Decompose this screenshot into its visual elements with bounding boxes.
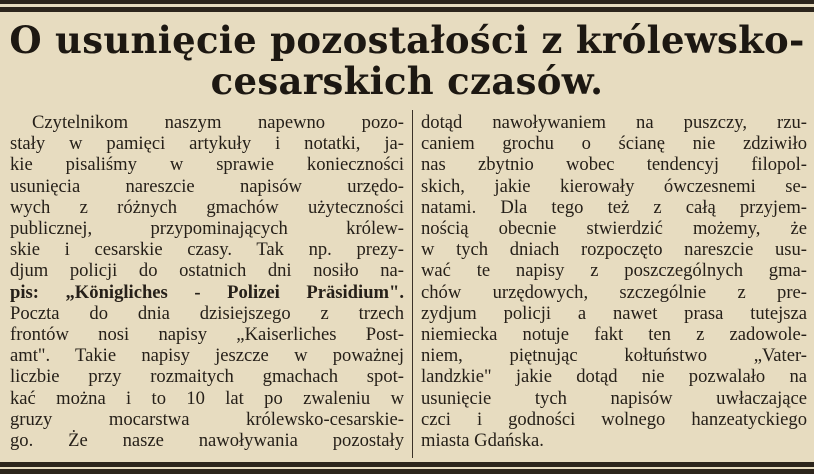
text-line: stały w pamięci artykuły i notatki, ja- [10, 133, 404, 155]
text-line: wać te napisy z poszczególnych gma- [421, 260, 807, 282]
text-line: niemiecka notuje fakt ten z zadowole- [421, 324, 807, 346]
text-line: gruzy mocarstwa królewsko-cesarskie- [10, 408, 404, 430]
text-line: djum policji do ostatnich dni nosiło na- [10, 260, 404, 282]
text-line: skich, jakie kierowały ówczesnemi se- [421, 175, 807, 197]
text-line: nas zbytnio wobec tendencyj filopol- [421, 154, 807, 176]
text-line: dotąd nawoływaniem na puszczy, rzu- [421, 112, 807, 133]
text-line: miasta Gdańska. [421, 430, 544, 452]
text-line: zydjum policji a nawet prasa tutejsza [421, 302, 807, 324]
text-line: usunięcia nareszcie napisów urzędo- [10, 175, 404, 197]
text-line: caniem grochu o ścianę nie zdziwiło [421, 133, 807, 155]
text-line: natami. Dla tego też z całą przyjem- [421, 196, 807, 218]
text-line: frontów nosi napisy „Kaiserliches Post- [10, 324, 404, 346]
right-column [421, 112, 807, 451]
text-line: Czytelnikom naszym napewno pozo- [32, 112, 404, 133]
text-line: kać można i to 10 lat po zwaleniu w [10, 387, 404, 409]
text-line: landzkie" jakie dotąd nie pozwalało na [421, 366, 807, 388]
text-line: niem, piętnując kołtuństwo „Vater- [421, 345, 807, 367]
text-line: w tych dniach rozpoczęto nareszcie usu- [421, 239, 807, 261]
text-line: pis: „Königliches - Polizei Präsidium". [10, 281, 404, 303]
text-line: czci i godności wolnego hanzeatyckiego [421, 408, 807, 430]
text-line: publicznej, przypominających królew- [10, 218, 404, 240]
text-line: liczbie przy rozmaitych gmachach spot- [10, 366, 404, 388]
text-line: usunięcie tych napisów uwłaczające [421, 387, 807, 409]
text-line: Poczta do dnia dzisiejszego z trzech [10, 302, 404, 324]
bottom-border-rule [0, 459, 814, 474]
top-border-rule [0, 0, 814, 12]
column-divider [412, 110, 413, 458]
text-line: nością obecnie stwierdzić możemy, że [421, 218, 807, 240]
text-line: chów urzędowych, szczególnie z pre- [421, 281, 807, 303]
left-column [10, 112, 404, 451]
article-headline [0, 20, 814, 102]
text-line: go. Że nasze nawoływania pozostały [10, 430, 404, 452]
headline-line-2: cesarskich czasów. [210, 59, 604, 103]
text-line: amt". Takie napisy jeszcze w poważnej [10, 345, 404, 367]
text-line: wych z różnych gmachów użyteczności [10, 196, 404, 218]
text-line: kie pisaliśmy w sprawie konieczności [10, 154, 404, 176]
text-line: skie i cesarskie czasy. Tak np. prezy- [10, 239, 404, 261]
headline-line-1: O usunięcie pozostałości z królewsko- [9, 18, 805, 62]
